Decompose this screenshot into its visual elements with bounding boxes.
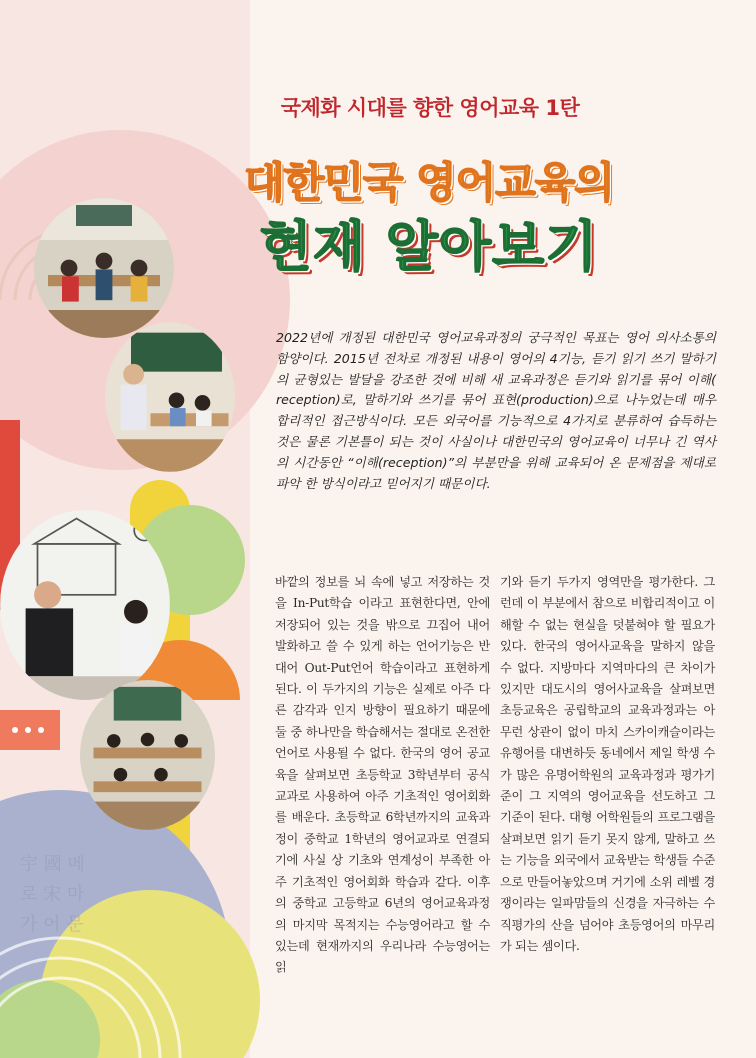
series-kicker: 국제화 시대를 향한 영어교육 1탄 bbox=[280, 96, 580, 120]
svg-text:宇 國 메: 宇 國 메 bbox=[20, 854, 85, 875]
intro-paragraph: 2022년에 개정된 대한민국 영어교육과정의 궁극적인 목표는 영어 의사소통의 함양이다. 2015년 전차로 개정된 내용이 영어의 4기능, 듣기 읽기 쓰기 말하기의 균형있는 발달을 강조한 것에 비해 새 교육과정은 듣기와 읽기를 묶어 이해( reception)로, 말하기와 쓰기를 묶어 표현(production)으로 나누었는데 매우 합리적인 접근방식이다. 모든 외국어를 기능적으로 4가지로 분류하여 습득하는 것은 물론 기본틀이 되는 것이 사실이나 대한민국의 영어교육이 너무나 긴 역사의 시간동안 “이해(reception)”의 부분만을 위해 교육되어 온 문제점을 제대로 파악 한 방식이라고 믿어지기 때문이다. bbox=[276, 330, 716, 491]
classroom-photo-3-image bbox=[0, 510, 170, 700]
classroom-photo-3 bbox=[0, 510, 170, 700]
dots bbox=[12, 727, 44, 733]
page-title-line2: 현재 알아보기 bbox=[259, 215, 599, 278]
classroom-photo-1 bbox=[34, 198, 174, 338]
body-column-right: 기와 듣기 두가지 영역만을 평가한다. 그런데 이 부분에서 참으로 비합리적이고 이해할 수 없는 현실을 덧붙혀야 할 필요가 있다. 한국의 영어사교육을 말하지 않을 수 없다. 지방마다 지역마다의 큰 차이가 있지만 대도시의 영어사교육을 살펴보면 초등교육은 공립학교의 교육과정과는 아무런 상관이 없이 마치 스카이캐슬이라는 유행어를 대변하듯 동네에서 제일 학생 수가 많은 유명어학원의 교육과정과 평가기준이 그 지역의 영어교육을 선도하고 그 기준이 된다. 대형 어학원들의 프로그램을 살펴보면 읽기 듣기 못지 않게, 말하고 쓰는 기능을 외국에서 교육받는 학생들 수준으로 만들어놓았으며 거기에 소위 레벨 경쟁이라는 일파맘들의 신경을 자극하는 수직평가의 산을 넘어야 초등영어의 마무리가 되는 셈이다. bbox=[500, 575, 715, 953]
classroom-photo-1-image bbox=[34, 198, 174, 338]
svg-text:가 어 문: 가 어 문 bbox=[20, 914, 84, 935]
body-column-left: 바깥의 정보를 뇌 속에 넣고 저장하는 것을 In-Put학습 이라고 표현한다면, 안에 저장되어 있는 것을 밖으로 끄집어 내어 발화하고 쓸 수 있게 하는 언어기능은 반대어 Out-Put언어 학습이라고 표현하게 된다. 이 두가지의 기능은 실제로 아주 다른 감각과 인지 방향이 필요하기 때문에 둘 중 하나만을 학습해서는 절대로 온전한 언어로 사용될 수 없다. 한국의 영어 공교육을 살펴보면 초등학교 3학년부터 공식교과로 사용하여 아주 기초적인 영어회화를 배운다. 초등학교 6학년까지의 교육과정이 중학교 1학년의 영어교과로 연결되기에 사실 상 기초와 연계성이 부족한 아주 기초적인 영어회화 학습과 같다. 이후의 중학교 고등학교 6년의 영어교육과정의 마지막 목적지는 수능영어라고 할 수 있는데 현재까지의 우리나라 수능영어는 읽 bbox=[275, 575, 490, 975]
calligraphy-texture bbox=[20, 854, 85, 935]
classroom-photo-2-image bbox=[105, 322, 235, 472]
classroom-photo-2 bbox=[105, 322, 235, 472]
page-title-line1: 대한민국 영어교육의 bbox=[244, 158, 614, 207]
classroom-photo-4 bbox=[80, 680, 215, 830]
svg-text:로 宋 마: 로 宋 마 bbox=[20, 884, 85, 905]
classroom-photo-4-image bbox=[80, 680, 215, 830]
